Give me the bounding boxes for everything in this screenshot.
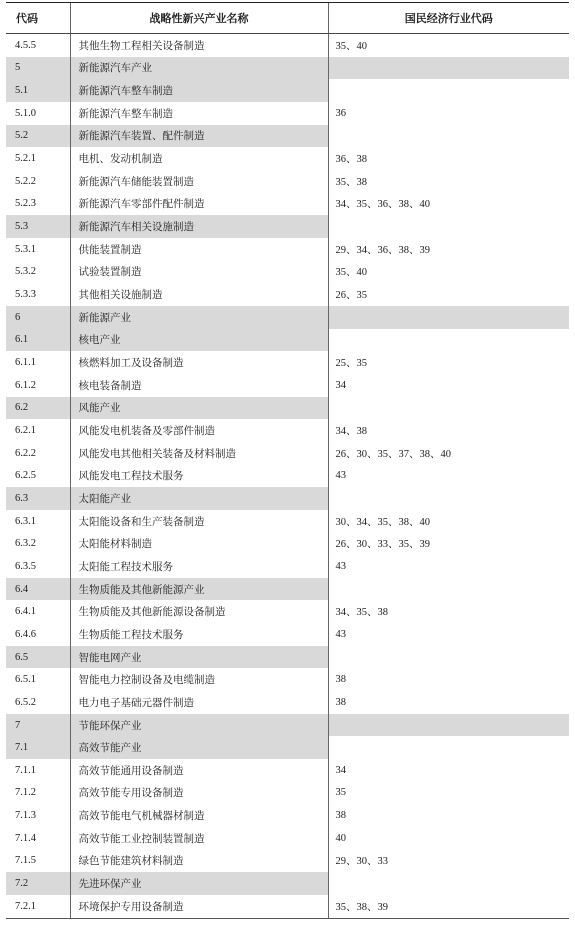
table-row (6, 691, 569, 714)
row-national-code: 36 (328, 102, 569, 125)
row-code: 6.3.1 (15, 515, 36, 527)
row-code: 5.1 (6, 79, 70, 102)
row-industry-name: 生物质能及其他新能源设备制造 (70, 600, 328, 623)
table-row (6, 782, 569, 805)
row-code: 6.5.1 (15, 674, 36, 686)
row-national-code: 29、34、36、38、39 (328, 238, 569, 261)
row-code: 6.2.5 (15, 470, 36, 482)
row-code: 6.4.6 (15, 628, 36, 640)
row-industry-name: 供能装置制造 (70, 238, 328, 261)
row-industry-name: 风能产业 (70, 397, 328, 420)
row-industry-name: 太阳能产业 (70, 487, 328, 510)
row-code: 6.2.2 (15, 447, 36, 459)
row-code: 5.1.0 (15, 107, 36, 119)
row-national-code (328, 487, 569, 510)
row-industry-name: 高效节能通用设备制造 (70, 759, 328, 782)
row-national-code (328, 578, 569, 601)
table-row (6, 646, 569, 669)
row-industry-name: 高效节能专用设备制造 (70, 782, 328, 805)
row-industry-name: 核电产业 (70, 329, 328, 352)
row-code: 6.3.2 (15, 538, 36, 550)
row-industry-name: 其他相关设施制造 (70, 283, 328, 306)
row-industry-name: 智能电力控制设备及电缆制造 (70, 668, 328, 691)
row-national-code: 35、40 (328, 34, 569, 57)
row-industry-name: 节能环保产业 (70, 714, 328, 737)
table-row (6, 804, 569, 827)
row-national-code (328, 57, 569, 80)
row-industry-name: 新能源产业 (70, 306, 328, 329)
row-national-code (328, 397, 569, 420)
row-code: 6.1.1 (15, 357, 36, 369)
table-row (6, 714, 569, 737)
row-industry-name: 智能电网产业 (70, 646, 328, 669)
table-row (6, 623, 569, 646)
table-row (6, 419, 569, 442)
row-national-code: 26、30、33、35、39 (328, 532, 569, 555)
row-code: 6.4 (6, 578, 70, 601)
table-row (6, 215, 569, 238)
row-industry-name: 高效节能产业 (70, 736, 328, 759)
row-national-code: 38 (328, 691, 569, 714)
table-row (6, 872, 569, 895)
row-industry-name: 新能源汽车储能装置制造 (70, 170, 328, 193)
table-row (6, 578, 569, 601)
row-national-code: 35 (328, 782, 569, 805)
row-code: 7.1 (6, 736, 70, 759)
table-row (6, 895, 569, 918)
row-industry-name: 太阳能材料制造 (70, 532, 328, 555)
row-code: 5.3.1 (15, 243, 36, 255)
row-national-code: 36、38 (328, 147, 569, 170)
table-row (6, 397, 569, 420)
table-row (6, 351, 569, 374)
header-row (6, 3, 569, 34)
row-code: 6.2.1 (15, 424, 36, 436)
row-code: 6.3 (6, 487, 70, 510)
row-code: 6.1 (6, 329, 70, 352)
table-row (6, 759, 569, 782)
table-row (6, 329, 569, 352)
row-national-code (328, 329, 569, 352)
row-industry-name: 新能源汽车整车制造 (70, 102, 328, 125)
row-code: 7.1.1 (15, 764, 36, 776)
table-row (6, 374, 569, 397)
table-row (6, 532, 569, 555)
row-code: 7.1.2 (15, 787, 36, 799)
row-national-code: 29、30、33 (328, 850, 569, 873)
row-national-code (328, 872, 569, 895)
row-code: 7.2 (6, 872, 70, 895)
row-code: 6.5.2 (15, 696, 36, 708)
row-code: 7.2.1 (6, 895, 70, 918)
row-industry-name: 高效节能工业控制装置制造 (70, 827, 328, 850)
row-national-code: 40 (328, 827, 569, 850)
header-industry-name: 战略性新兴产业名称 (70, 3, 328, 34)
row-industry-name: 风能发电其他相关装备及材料制造 (70, 442, 328, 465)
row-code: 4.5.5 (15, 39, 36, 51)
row-code: 6.1.2 (15, 379, 36, 391)
row-industry-name: 绿色节能建筑材料制造 (70, 850, 328, 873)
table-row (6, 487, 569, 510)
table-row (6, 261, 569, 284)
header-code: 代码 (6, 3, 70, 34)
header-national-code: 国民经济行业代码 (328, 3, 569, 34)
row-code: 5.3 (6, 215, 70, 238)
row-national-code: 26、30、35、37、38、40 (328, 442, 569, 465)
row-industry-name: 新能源汽车整车制造 (70, 79, 328, 102)
row-industry-name: 核燃料加工及设备制造 (70, 351, 328, 374)
table-row (6, 442, 569, 465)
row-industry-name: 环境保护专用设备制造 (70, 895, 328, 918)
table-row (6, 827, 569, 850)
row-national-code (328, 306, 569, 329)
row-code: 5 (6, 57, 70, 80)
row-national-code: 34、35、36、38、40 (328, 193, 569, 216)
row-national-code: 38 (328, 668, 569, 691)
row-national-code (328, 79, 569, 102)
row-national-code: 43 (328, 623, 569, 646)
table-row (6, 306, 569, 329)
table-row (6, 193, 569, 216)
row-code: 6.4.1 (15, 606, 36, 618)
row-code: 7.1.3 (15, 810, 36, 822)
table-row (6, 79, 569, 102)
table-body (6, 34, 569, 919)
row-industry-name: 其他生物工程相关设备制造 (70, 34, 328, 57)
row-code: 5.2 (6, 125, 70, 148)
row-industry-name: 先进环保产业 (70, 872, 328, 895)
table-row (6, 102, 569, 125)
table-row (6, 238, 569, 261)
row-industry-name: 电力电子基础元器件制造 (70, 691, 328, 714)
table-row (6, 555, 569, 578)
row-industry-name: 新能源汽车零部件配件制造 (70, 193, 328, 216)
row-national-code: 35、38 (328, 170, 569, 193)
row-industry-name: 试验装置制造 (70, 261, 328, 284)
table-header (6, 3, 569, 34)
row-code: 6.2 (6, 397, 70, 420)
table-row (6, 147, 569, 170)
table-row (6, 600, 569, 623)
row-national-code (328, 646, 569, 669)
row-national-code: 43 (328, 464, 569, 487)
row-national-code: 34、38 (328, 419, 569, 442)
row-national-code (328, 736, 569, 759)
row-industry-name: 电机、发动机制造 (70, 147, 328, 170)
table-row (6, 464, 569, 487)
row-national-code (328, 714, 569, 737)
table-row (6, 34, 569, 57)
table-row (6, 850, 569, 873)
industry-code-table-sheet (6, 2, 569, 919)
row-industry-name: 风能发电工程技术服务 (70, 464, 328, 487)
row-industry-name: 核电装备制造 (70, 374, 328, 397)
row-code: 6.5 (6, 646, 70, 669)
row-code: 5.3.2 (15, 266, 36, 278)
row-code: 7.1.4 (15, 832, 36, 844)
row-national-code: 35、38、39 (328, 895, 569, 918)
table-row (6, 668, 569, 691)
row-code: 6.3.5 (15, 560, 36, 572)
row-industry-name: 生物质能及其他新能源产业 (70, 578, 328, 601)
table-row (6, 170, 569, 193)
row-national-code (328, 215, 569, 238)
table-row (6, 283, 569, 306)
row-national-code: 26、35 (328, 283, 569, 306)
row-industry-name: 高效节能电气机械器材制造 (70, 804, 328, 827)
row-national-code: 34、35、38 (328, 600, 569, 623)
row-national-code: 30、34、35、38、40 (328, 510, 569, 533)
row-industry-name: 太阳能设备和生产装备制造 (70, 510, 328, 533)
table-row (6, 57, 569, 80)
row-code: 5.2.1 (15, 153, 36, 165)
row-national-code: 25、35 (328, 351, 569, 374)
row-code: 6 (6, 306, 70, 329)
row-national-code: 35、40 (328, 261, 569, 284)
table-row (6, 125, 569, 148)
industry-code-table (6, 3, 569, 919)
row-industry-name: 新能源汽车装置、配件制造 (70, 125, 328, 148)
row-code: 7 (6, 714, 70, 737)
row-code: 5.3.3 (15, 289, 36, 301)
row-industry-name: 新能源汽车产业 (70, 57, 328, 80)
row-industry-name: 新能源汽车相关设施制造 (70, 215, 328, 238)
row-industry-name: 太阳能工程技术服务 (70, 555, 328, 578)
table-row (6, 736, 569, 759)
row-national-code (328, 125, 569, 148)
row-code: 5.2.3 (15, 198, 36, 210)
row-industry-name: 风能发电机装备及零部件制造 (70, 419, 328, 442)
table-row (6, 510, 569, 533)
row-code: 5.2.2 (15, 175, 36, 187)
row-national-code: 34 (328, 374, 569, 397)
row-code: 7.1.5 (15, 855, 36, 867)
row-national-code: 38 (328, 804, 569, 827)
row-national-code: 34 (328, 759, 569, 782)
row-industry-name: 生物质能工程技术服务 (70, 623, 328, 646)
row-national-code: 43 (328, 555, 569, 578)
